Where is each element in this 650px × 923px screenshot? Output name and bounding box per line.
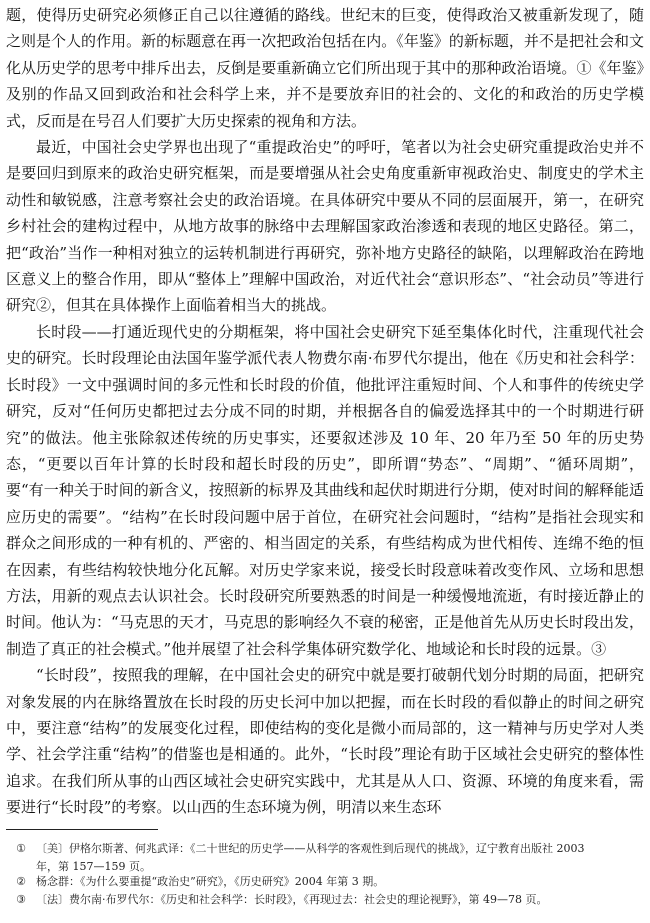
paragraph-4-text: “长时段”，按照我的理解，在中国社会史的研究中就是要打破朝代划分时期的局面，把研究对象发展的内在脉络置放在长时段的历史长河中加以把握，而在长时段的看似静止的时间之研究中，要注意“结构”的发展变化过程，即使结构的变化是微小而局部的，这一精神与历史学对人类学、社会学注重“结构”的借鉴也是相通的。此外，“长时段”理论有助于区域社会史研究的整体性追求。在我们所从事的山西区域社会史研究实践中，尤其是从人口、资源、环境的角度来看，需要进行“长时段”的考察。以山西的生态环境为例，明清以来生态环 bbox=[6, 666, 644, 817]
footnote-3 bbox=[6, 892, 644, 908]
footnote-divider bbox=[6, 829, 158, 830]
footnotes bbox=[6, 841, 644, 909]
footnote-3-mark: ③ bbox=[16, 892, 26, 906]
paragraph-4 bbox=[6, 662, 644, 820]
article-body bbox=[6, 2, 644, 821]
footnote-1-mark: ① bbox=[16, 842, 26, 855]
footnote-2-mark: ② bbox=[16, 875, 26, 888]
footnote-2-text: 杨念群：《为什么要重提“政治史”研究》，《历史研究》2004 年第 3 期。 bbox=[36, 875, 385, 888]
footnote-1-text: 〔美〕伊格尔斯著、何兆武译：《二十世纪的历史学——从科学的客观性到后现代的挑战》，辽宁教育出版社 2003 bbox=[36, 842, 585, 855]
paragraph-3 bbox=[6, 319, 644, 662]
footnote-1 bbox=[6, 841, 644, 857]
footnote-1-continuation: 年，第 157—159 页。 bbox=[36, 859, 151, 873]
paragraph-2-text: 最近，中国社会史学界也出现了“重提政治史”的呼吁，笔者以为社会史研究重提政治史并不是要回归到原来的政治史研究框架，而是要增强从社会史角度重新审视政治史、制度史的学术主动性和敏锐感，注意考察社会史的政治语境。在具体研究中要从不同的层面展开，第一，在研究乡村社会的建构过程中，从地方故事的脉络中去理解国家政治渗透和表现的地区史路径。第二，把“政治”当作一种相对独立的运转机制进行再研究，弥补地方史路径的缺陷，以理解政治在跨地区意义上的整合作用，即从“整体上”理解中国政治，对近代社会“意识形态”、“社会动员”等进行研究②，但其在具体操作上面临着相当大的挑战。 bbox=[6, 138, 644, 315]
paragraph-2 bbox=[6, 134, 644, 319]
paragraph-3-text: 长时段——打通近现代史的分期框架，将中国社会史研究下延至集体化时代，注重现代社会史的研究。长时段理论由法国年鉴学派代表人物费尔南·布罗代尔提出，他在《历史和社会科学：长时段》一文中强调时间的多元性和长时段的价值，他批评注重短时间、个人和事件的传统史学研究，反对“任何历史都把过去分成不同的时期，并根据各自的偏爱选择其中的一个时期进行研究”的做法。他主张除叙述传统的历史事实，还要叙述涉及 10 年、20 年乃至 50 年的历史势态，“更要以百年计算的长时段和超长时段的历史”，即所谓“势态”、“周期”、“循环周期”，要“有一种关于时间的新含义，按照新的标界及其曲线和起伏时期进行分期，使对时间的解释能适应历史的需要”。“结构”在长时段问题中居于首位，在研究社会问题时，“结构”是指社会现实和群众之间形成的一种有机的、严密的、相当固定的关系，有些结构成为世代相传、连绵不绝的恒在因素，有些结构较快地分化瓦解。对历史学家来说，接受长时段意味着改变作风、立场和思想方法，用新的观点去认识社会。长时段研究所要熟悉的时间是一种缓慢地流逝，有时接近静止的时间。他认为：“马克思的天才，马克思的影响经久不衰的秘密，正是他首先从历史长时段出发，制造了真正的社会模式。”他并展望了社会科学集体研究数学化、地域论和长时段的远景。③ bbox=[6, 322, 644, 658]
paragraph-1-text: 题，使得历史研究必须修正自己以往遵循的路线。世纪末的巨变，使得政治又被重新发现了，随之则是个人的作用。新的标题意在再一次把政治包括在内。《年鉴》的新标题，并不是把社会和文化从历史学的思考中排斥出去，反倒是要重新确立它们所出现于其中的那种政治语境。①《年鉴》及别的作品又回到政治和社会科学上来，并不是要放弃旧的社会的、文化的和政治的历史学模式，反而是在号召人们要扩大历史探索的视角和方法。 bbox=[6, 6, 644, 130]
paragraph-1 bbox=[6, 2, 644, 134]
footnote-2 bbox=[6, 874, 644, 890]
footnote-3-text: 〔法〕费尔南·布罗代尔：《历史和社会科学：长时段》，《再现过去：社会史的理论视野》，第 49—78 页。 bbox=[36, 892, 548, 906]
